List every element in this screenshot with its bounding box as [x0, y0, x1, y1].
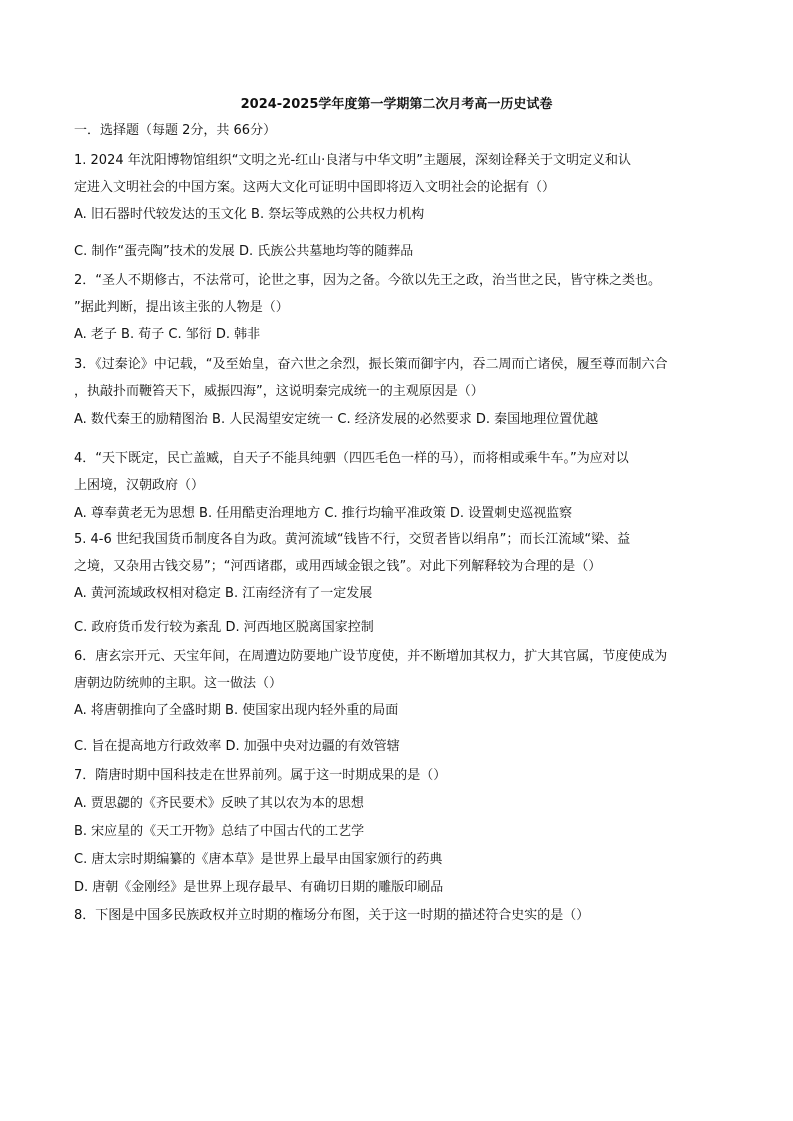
question-4-stem-line-2: 上困境，汉朝政府（） [74, 478, 205, 493]
question-6-stem-line-2: 唐朝边防统帅的主职。这一做法（） [74, 676, 283, 691]
question-3-stem-line-1: 3．《过秦论》中记载，“及至始皇，奋六世之余烈，振长策而御宇内，吞二周而亡诸侯，履至尊而制六合 [74, 357, 668, 372]
question-8-stem-line-1: 8．下图是中国多民族政权并立时期的権场分布图，关于这一时期的描述符合史实的是（） [74, 908, 590, 923]
question-5-option-row-1: A. 黄河流域政权相对稳定 B. 江南经济有了一定发展 [74, 586, 373, 601]
question-5-stem-line-1: 5. 4-6 世纪我国货币制度各自为政。黄河流域“钱皆不行，交贸者皆以绢帛”；而长江流域“梁、益 [74, 532, 631, 547]
question-6-option-row-2: C. 旨在提高地方行政效率 D. 加强中央对边疆的有效管辖 [74, 739, 400, 754]
exam-title: 2024-2025学年度第一学期第二次月考高一历史试卷 [240, 97, 553, 112]
question-3-stem-line-2: ，执敲扑而鞭笞天下，威振四海”，这说明秦完成统一的主观原因是（） [74, 384, 484, 399]
question-2-stem-line-1: 2．“圣人不期修古，不法常可，论世之事，因为之备。今欲以先王之政，治当世之民，皆守株之类也。 [74, 273, 662, 288]
question-1-stem-line-1: 1. 2024 年沈阳博物馆组织“文明之光-红山·良渚与中华文明”主题展，深刻诠释关于文明定义和认 [74, 153, 632, 168]
question-4-stem-line-1: 4．“天下既定，民亡盖臧，自天子不能具纯驷（四匹毛色一样的马），而将相或乘牛车。”为应对以 [74, 451, 629, 466]
question-6-option-row-1: A. 将唐朝推向了全盛时期 B. 使国家出现内轻外重的局面 [74, 703, 399, 718]
question-1-stem-line-2: 定进入文明社会的中国方案。这两大文化可证明中国即将迈入文明社会的论据有（） [74, 180, 556, 195]
question-7-option-d: D. 唐朝《金刚经》是世界上现存最早、有确切日期的雕版印刷品 [74, 880, 444, 895]
question-5-option-row-2: C. 政府货币发行较为紊乱 D. 河西地区脱离国家控制 [74, 620, 374, 635]
question-1-option-row-1: A. 旧石器时代较发达的玉文化 B. 祭坛等成熟的公共权力机构 [74, 207, 425, 222]
question-1-option-row-2: C. 制作“蛋壳陶”技术的发展 D. 氏族公共墓地均等的随葬品 [74, 244, 414, 259]
question-7-option-a: A. 贾思勰的《齐民要术》反映了其以农为本的思想 [74, 796, 364, 811]
section-heading: 一．选择题（每题 2分，共 66分） [74, 123, 277, 138]
question-7-option-b: B. 宋应星的《天工开物》总结了中国古代的工艺学 [74, 824, 365, 839]
question-6-stem-line-1: 6．唐玄宗开元、天宝年间，在周遭边防要地广设节度使，并不断增加其权力，扩大其官属，节度使成为 [74, 649, 668, 664]
question-7-stem-line-1: 7．隋唐时期中国科技走在世界前列。属于这一时期成果的是（） [74, 768, 447, 783]
question-3-option-row-1: A. 数代秦王的励精图治 B. 人民渴望安定统一 C. 经济发展的必然要求 D. 秦国地理位置优越 [74, 412, 599, 427]
question-7-option-c: C. 唐太宗时期编纂的《唐本草》是世界上最早由国家颁行的药典 [74, 852, 443, 867]
question-5-stem-line-2: 之境，又杂用古钱交易”；“河西诸郡，或用西域金银之钱”。对此下列解释较为合理的是（） [74, 559, 602, 574]
question-2-stem-line-2: ”据此判断，提出该主张的人物是（） [74, 300, 289, 315]
question-4-option-row-1: A. 尊奉黄老无为思想 B. 任用酷吏治理地方 C. 推行均输平准政策 D. 设置刺史巡视监察 [74, 506, 573, 521]
question-2-option-row-1: A. 老子 B. 荀子 C. 邹衍 D. 韩非 [74, 327, 261, 342]
